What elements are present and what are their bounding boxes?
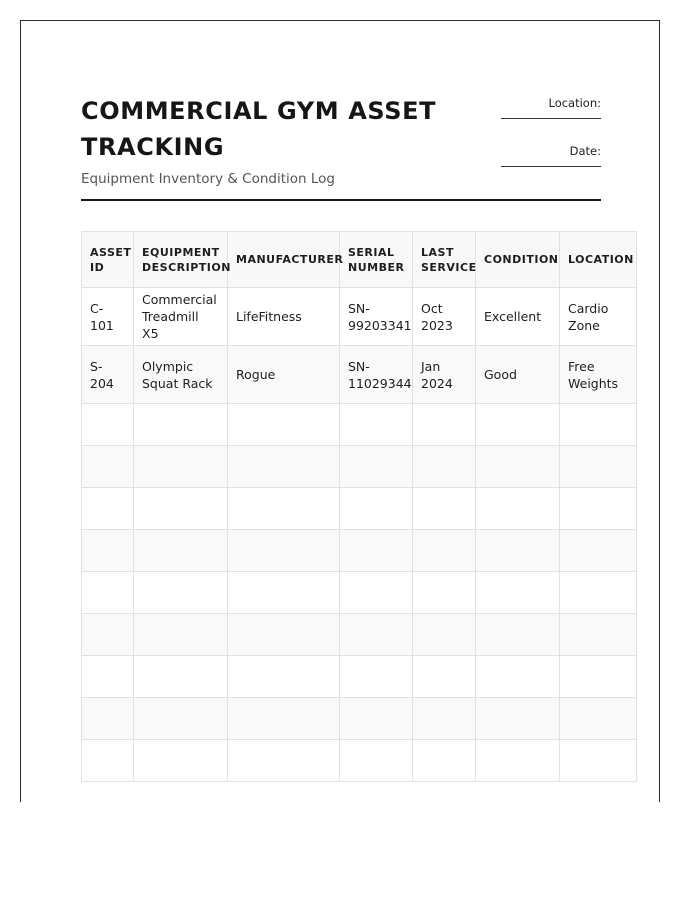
empty-cell[interactable]: [134, 572, 228, 614]
empty-cell[interactable]: [134, 446, 228, 488]
empty-cell[interactable]: [134, 656, 228, 698]
cell-manufacturer: LifeFitness: [228, 288, 340, 346]
empty-cell[interactable]: [340, 656, 413, 698]
empty-table-row: [82, 446, 637, 488]
cell-last-service: Oct 2023: [413, 288, 476, 346]
page-subtitle: Equipment Inventory & Condition Log: [81, 171, 335, 187]
empty-cell[interactable]: [82, 572, 134, 614]
column-header-manufacturer: MANUFACTURER: [228, 232, 340, 288]
empty-cell[interactable]: [228, 698, 340, 740]
empty-rows-group: [82, 404, 637, 782]
empty-cell[interactable]: [560, 698, 637, 740]
empty-cell[interactable]: [340, 740, 413, 782]
empty-cell[interactable]: [134, 698, 228, 740]
date-label: Date:: [569, 144, 601, 158]
empty-cell[interactable]: [82, 446, 134, 488]
asset-table: [81, 231, 637, 782]
empty-cell[interactable]: [228, 740, 340, 782]
empty-cell[interactable]: [560, 446, 637, 488]
empty-table-row: [82, 404, 637, 446]
empty-cell[interactable]: [82, 698, 134, 740]
cell-condition: Excellent: [476, 288, 560, 346]
empty-cell[interactable]: [476, 572, 560, 614]
empty-cell[interactable]: [476, 404, 560, 446]
date-field: [501, 143, 601, 191]
empty-cell[interactable]: [413, 740, 476, 782]
empty-cell[interactable]: [560, 656, 637, 698]
location-label: Location:: [548, 96, 601, 110]
table-row: [82, 346, 637, 404]
empty-cell[interactable]: [340, 404, 413, 446]
document-page: [20, 20, 660, 802]
empty-cell[interactable]: [228, 488, 340, 530]
empty-cell[interactable]: [340, 572, 413, 614]
cell-location: Cardio Zone: [560, 288, 637, 346]
empty-table-row: [82, 698, 637, 740]
empty-cell[interactable]: [476, 740, 560, 782]
column-header-serial-number: SERIAL NUMBER: [340, 232, 413, 288]
location-field: [501, 95, 601, 143]
cell-last-service: Jan 2024: [413, 346, 476, 404]
empty-cell[interactable]: [82, 530, 134, 572]
empty-table-row: [82, 614, 637, 656]
table-header-row: [82, 232, 637, 288]
empty-cell[interactable]: [134, 740, 228, 782]
empty-cell[interactable]: [413, 614, 476, 656]
empty-table-row: [82, 530, 637, 572]
empty-cell[interactable]: [476, 614, 560, 656]
empty-cell[interactable]: [413, 488, 476, 530]
empty-cell[interactable]: [134, 530, 228, 572]
empty-cell[interactable]: [560, 614, 637, 656]
empty-cell[interactable]: [82, 740, 134, 782]
cell-condition: Good: [476, 346, 560, 404]
cell-serial-number: SN-99203341: [340, 288, 413, 346]
empty-cell[interactable]: [476, 530, 560, 572]
column-header-equipment-description: EQUIPMENT DESCRIPTION: [134, 232, 228, 288]
table-row: [82, 288, 637, 346]
document-header: [81, 93, 601, 201]
empty-cell[interactable]: [228, 656, 340, 698]
empty-cell[interactable]: [560, 572, 637, 614]
empty-cell[interactable]: [413, 698, 476, 740]
empty-cell[interactable]: [413, 530, 476, 572]
empty-cell[interactable]: [413, 446, 476, 488]
empty-cell[interactable]: [413, 656, 476, 698]
empty-table-row: [82, 488, 637, 530]
empty-cell[interactable]: [476, 698, 560, 740]
cell-asset-id: C-101: [82, 288, 134, 346]
meta-fields: [501, 95, 601, 191]
empty-cell[interactable]: [228, 614, 340, 656]
empty-cell[interactable]: [134, 404, 228, 446]
page-title: COMMERCIAL GYM ASSET TRACKING: [81, 97, 437, 161]
empty-cell[interactable]: [228, 530, 340, 572]
cell-equipment-description: Olympic Squat Rack: [134, 346, 228, 404]
empty-table-row: [82, 572, 637, 614]
cell-serial-number: SN-11029344: [340, 346, 413, 404]
cell-equipment-description: Commercial Treadmill X5: [134, 288, 228, 346]
column-header-asset-id: ASSET ID: [82, 232, 134, 288]
empty-cell[interactable]: [228, 572, 340, 614]
location-blank-line[interactable]: [501, 117, 601, 119]
empty-cell[interactable]: [413, 404, 476, 446]
empty-cell[interactable]: [340, 698, 413, 740]
cell-location: Free Weights: [560, 346, 637, 404]
empty-cell[interactable]: [340, 446, 413, 488]
empty-cell[interactable]: [82, 488, 134, 530]
empty-cell[interactable]: [134, 614, 228, 656]
cell-asset-id: S-204: [82, 346, 134, 404]
empty-cell[interactable]: [340, 614, 413, 656]
empty-cell[interactable]: [340, 530, 413, 572]
column-header-condition: CONDITION: [476, 232, 560, 288]
empty-cell[interactable]: [82, 656, 134, 698]
empty-cell[interactable]: [560, 740, 637, 782]
empty-cell[interactable]: [560, 488, 637, 530]
column-header-last-service: LAST SERVICE: [413, 232, 476, 288]
empty-cell[interactable]: [82, 404, 134, 446]
empty-cell[interactable]: [340, 488, 413, 530]
empty-cell[interactable]: [476, 446, 560, 488]
column-header-location: LOCATION: [560, 232, 637, 288]
empty-cell[interactable]: [560, 530, 637, 572]
empty-cell[interactable]: [476, 488, 560, 530]
empty-cell[interactable]: [476, 656, 560, 698]
empty-cell[interactable]: [560, 404, 637, 446]
empty-cell[interactable]: [228, 404, 340, 446]
empty-table-row: [82, 740, 637, 782]
date-blank-line[interactable]: [501, 165, 601, 167]
empty-cell[interactable]: [228, 446, 340, 488]
empty-cell[interactable]: [413, 572, 476, 614]
cell-manufacturer: Rogue: [228, 346, 340, 404]
empty-table-row: [82, 656, 637, 698]
empty-cell[interactable]: [82, 614, 134, 656]
empty-cell[interactable]: [134, 488, 228, 530]
